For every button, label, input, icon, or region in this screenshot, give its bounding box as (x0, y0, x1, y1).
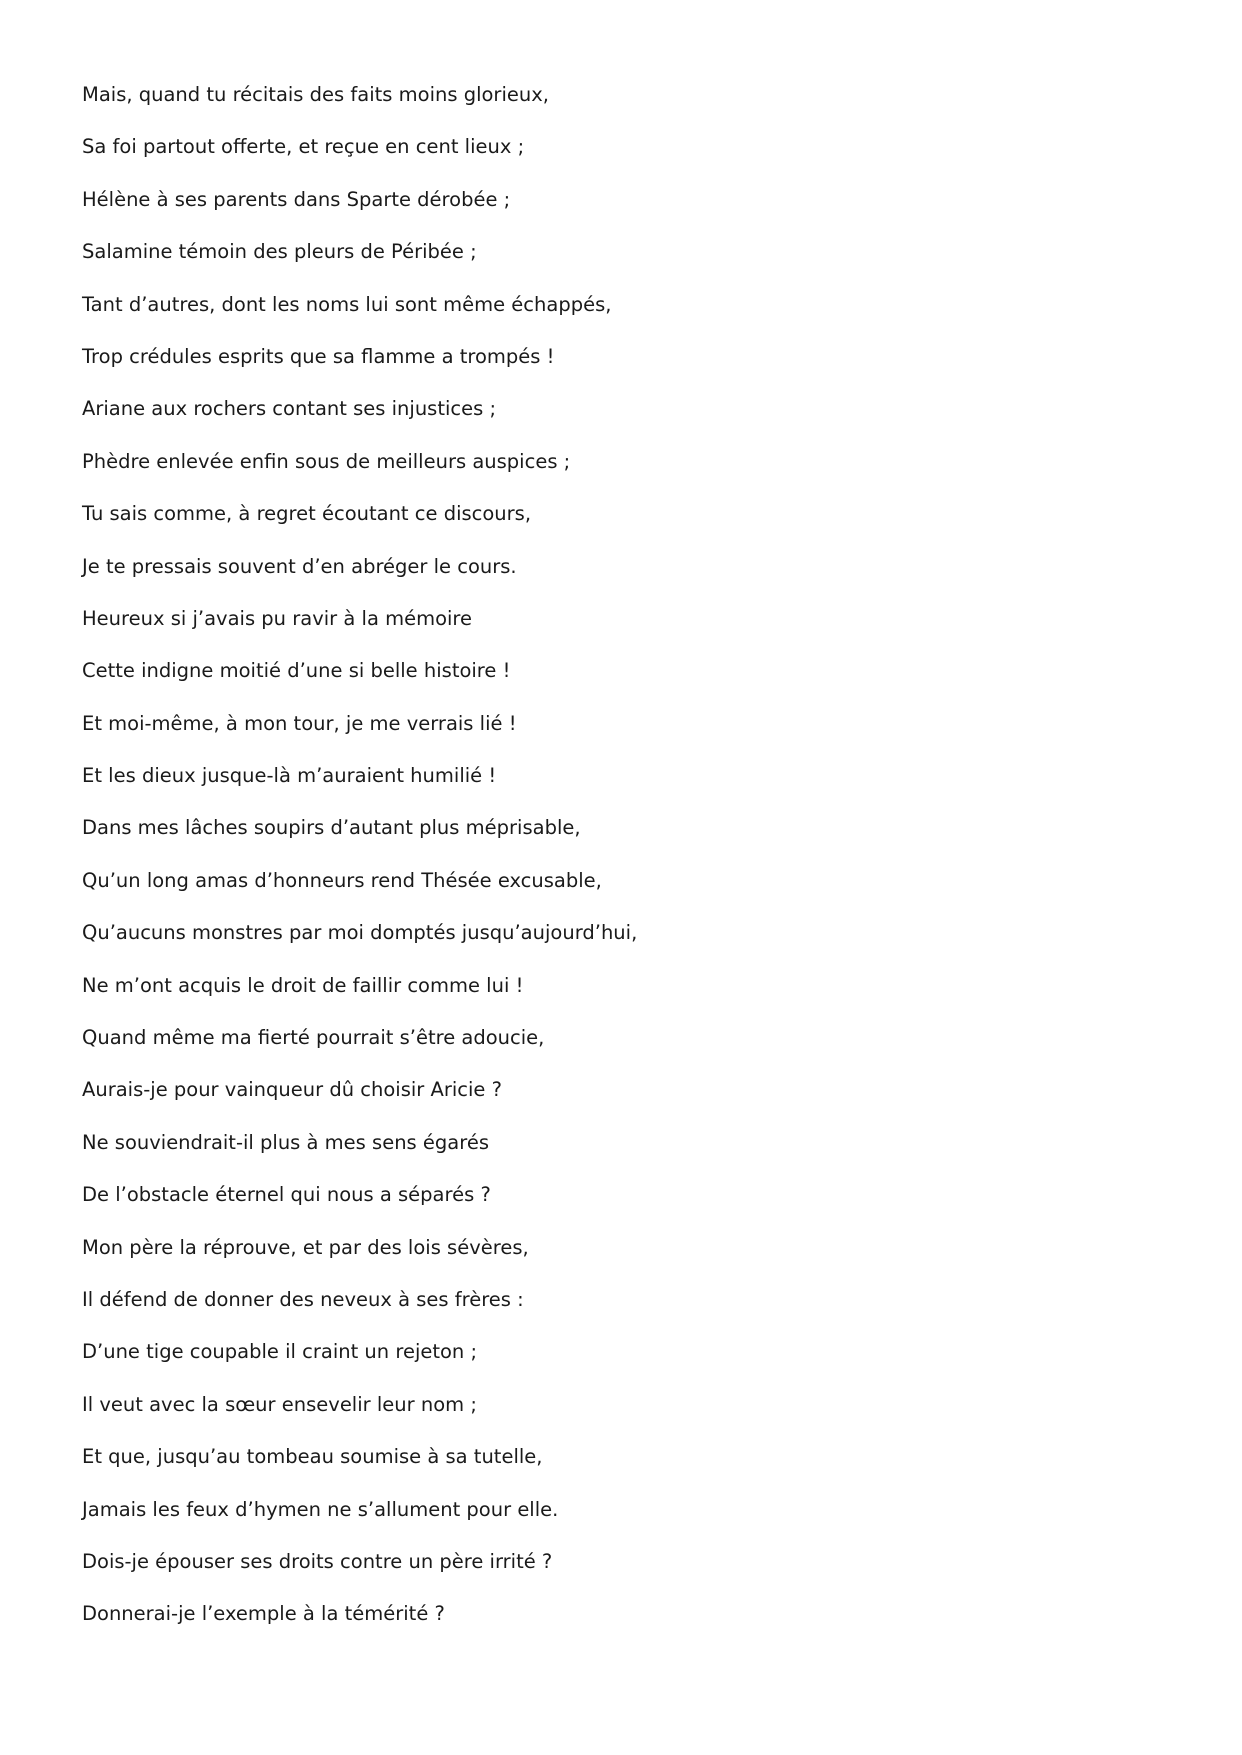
verse-line: Et moi-même, à mon tour, je me verrais lié ! (82, 711, 517, 735)
verse-line: Dois-je épouser ses droits contre un père irrité ? (82, 1549, 553, 1573)
verse-line: Qu’un long amas d’honneurs rend Thésée excusable, (82, 868, 602, 892)
verse-line: Mais, quand tu récitais des faits moins glorieux, (82, 83, 549, 106)
verse-line: Quand même ma fierté pourrait s’être adoucie, (82, 1026, 545, 1050)
verse-line: Phèdre enlevée enfin sous de meilleurs auspices ; (82, 449, 571, 473)
verse-line: Il défend de donner des neveux à ses frères : (82, 1287, 524, 1311)
verse-line: Donnerai-je l’exemple à la témérité ? (82, 1602, 445, 1626)
verse-line: Trop crédules esprits que sa flamme a trompés ! (82, 344, 555, 368)
verse-line: Qu’aucuns monstres par moi domptés jusqu’aujourd’hui, (82, 921, 638, 945)
verse-line: Tant d’autres, dont les noms lui sont même échappés, (82, 292, 612, 316)
verse-line: Et que, jusqu’au tombeau soumise à sa tutelle, (82, 1445, 543, 1469)
verse-line: Mon père la réprouve, et par des lois sévères, (82, 1235, 529, 1259)
verse-line: Jamais les feux d’hymen ne s’allument pour elle. (82, 1497, 559, 1521)
verse-line: Tu sais comme, à regret écoutant ce discours, (82, 502, 532, 526)
verse-line: Heureux si j’avais pu ravir à la mémoire (82, 606, 473, 630)
verse-list (82, 80, 1162, 1652)
verse-line: D’une tige coupable il craint un rejeton ; (82, 1340, 478, 1364)
verse-line: Ne m’ont acquis le droit de faillir comme lui ! (82, 973, 524, 997)
verse-line: Ne souviendrait-il plus à mes sens égarés (82, 1130, 489, 1154)
verse-line: Et les dieux jusque-là m’auraient humilié ! (82, 764, 497, 788)
verse-line: Je te pressais souvent d’en abréger le cours. (82, 554, 517, 578)
verse-line: De l’obstacle éternel qui nous a séparés ? (82, 1183, 491, 1207)
verse-line: Il veut avec la sœur ensevelir leur nom ; (82, 1392, 477, 1416)
verse-line: Dans mes lâches soupirs d’autant plus méprisable, (82, 816, 581, 840)
verse-line: Ariane aux rochers contant ses injustices ; (82, 397, 497, 421)
verse-line: Aurais-je pour vainqueur dû choisir Aricie ? (82, 1078, 502, 1102)
verse-line: Salamine témoin des pleurs de Péribée ; (82, 240, 477, 264)
verse-line: Hélène à ses parents dans Sparte dérobée ; (82, 187, 511, 211)
verse-line: Sa foi partout offerte, et reçue en cent lieux ; (82, 135, 525, 159)
verse-line: Cette indigne moitié d’une si belle histoire ! (82, 659, 511, 683)
